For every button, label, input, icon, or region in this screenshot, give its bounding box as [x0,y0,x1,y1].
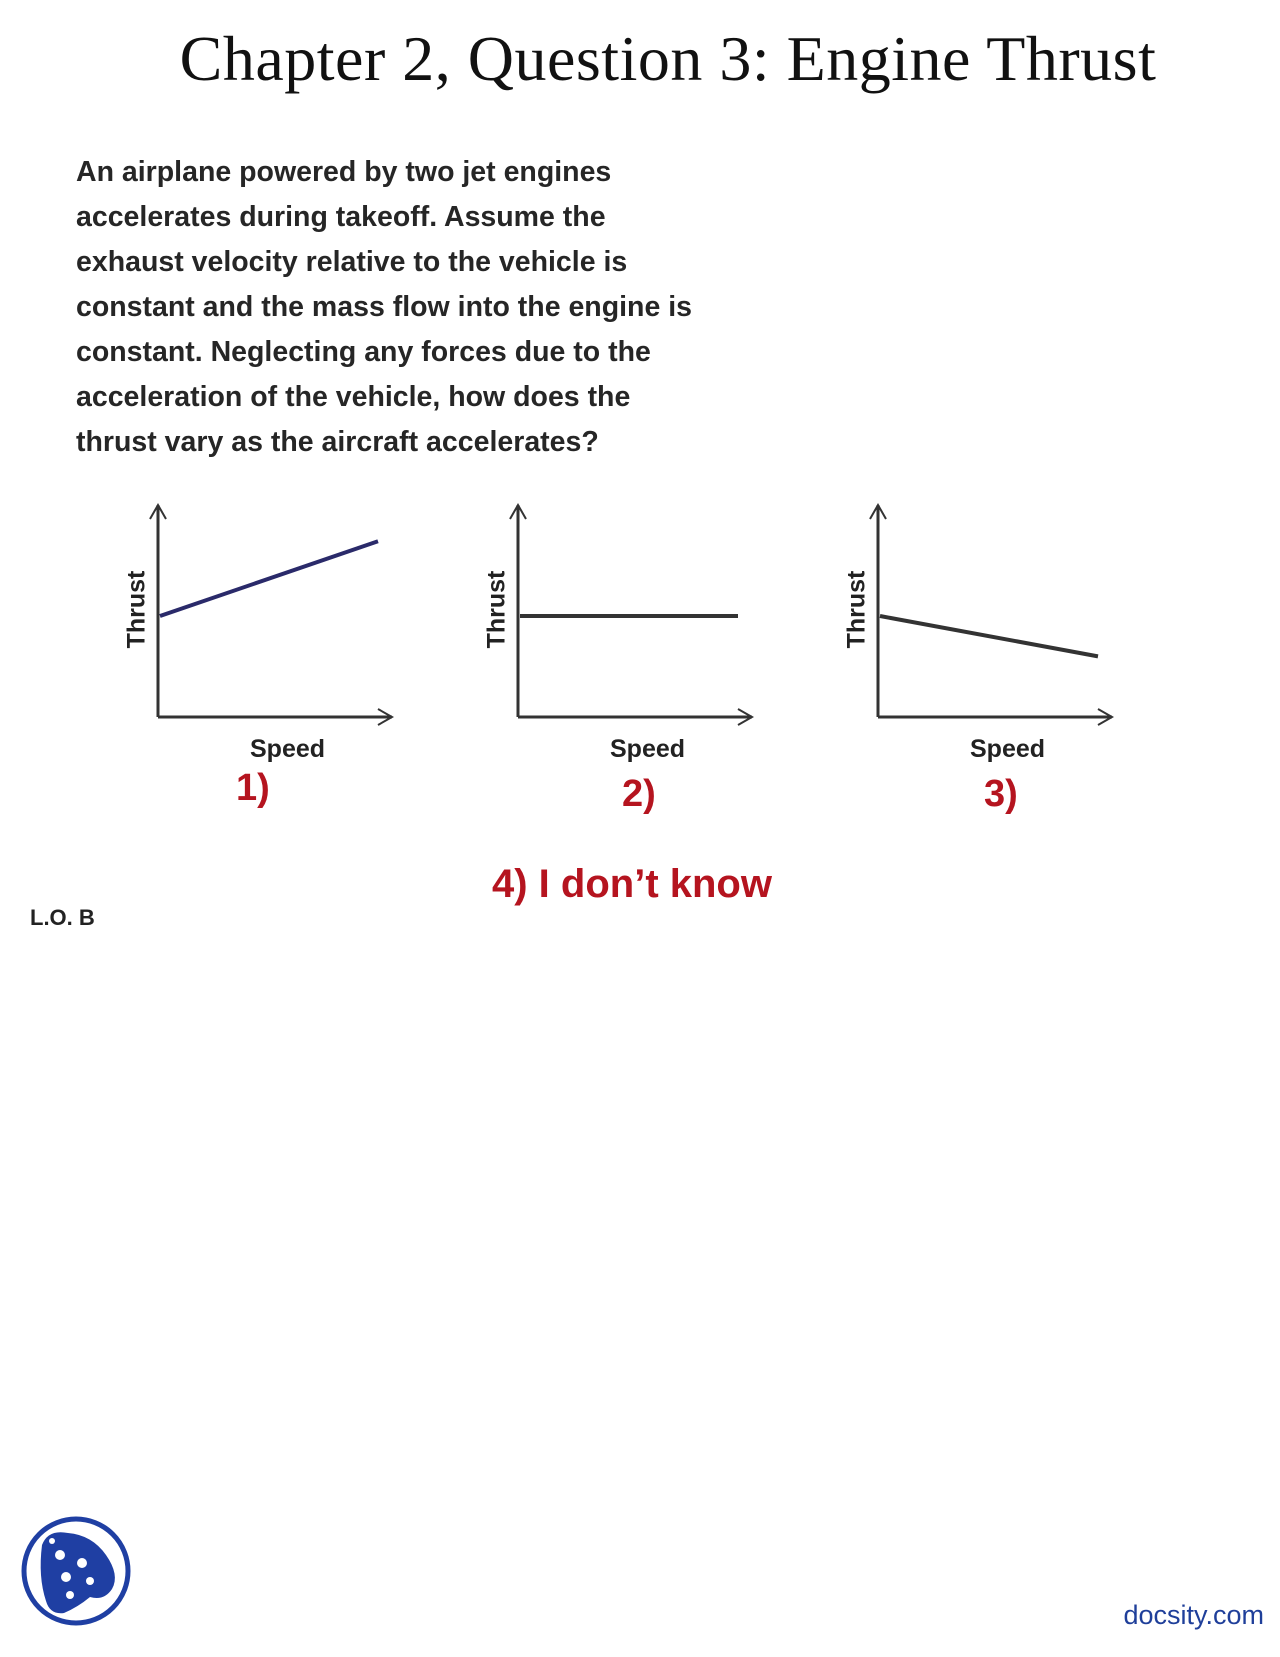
answer-graph-3[interactable] [830,495,1130,825]
answer-graph-2[interactable] [470,495,770,825]
docsity-logo-icon [20,1515,132,1627]
question-line: constant. Neglecting any forces due to the [76,336,651,368]
series-line [880,616,1098,656]
page-title: Chapter 2, Question 3: Engine Thrust [179,23,1157,94]
series-line [160,541,378,616]
question-line: thrust vary as the aircraft accelerates? [76,426,599,458]
question-text [76,150,776,465]
question-line: An airplane powered by two jet engines [76,156,612,188]
option-4-dont-know[interactable]: 4) I don’t know [492,862,772,906]
option-label-1: 1) [236,767,270,809]
y-axis-label: Thrust [482,570,511,649]
x-axis-label: Speed [610,735,686,763]
x-axis-label: Speed [970,735,1046,763]
question-line: accelerates during takeoff. Assume the [76,201,606,233]
x-axis-label: Speed [250,735,326,763]
answer-graph-1[interactable] [110,495,410,825]
question-line: constant and the mass flow into the engine is [76,291,692,323]
graph-3-svg [830,495,1130,825]
option-label-2: 2) [622,773,656,815]
question-line: acceleration of the vehicle, how does the [76,381,631,413]
y-axis-label: Thrust [842,570,871,649]
brand-link[interactable]: docsity.com [1123,1600,1264,1630]
y-axis-label: Thrust [122,570,151,649]
option-label-3: 3) [984,773,1018,815]
graph-2-svg [470,495,770,825]
question-line: exhaust velocity relative to the vehicle is [76,246,628,278]
learning-objective-label: L.O. B [30,905,95,930]
